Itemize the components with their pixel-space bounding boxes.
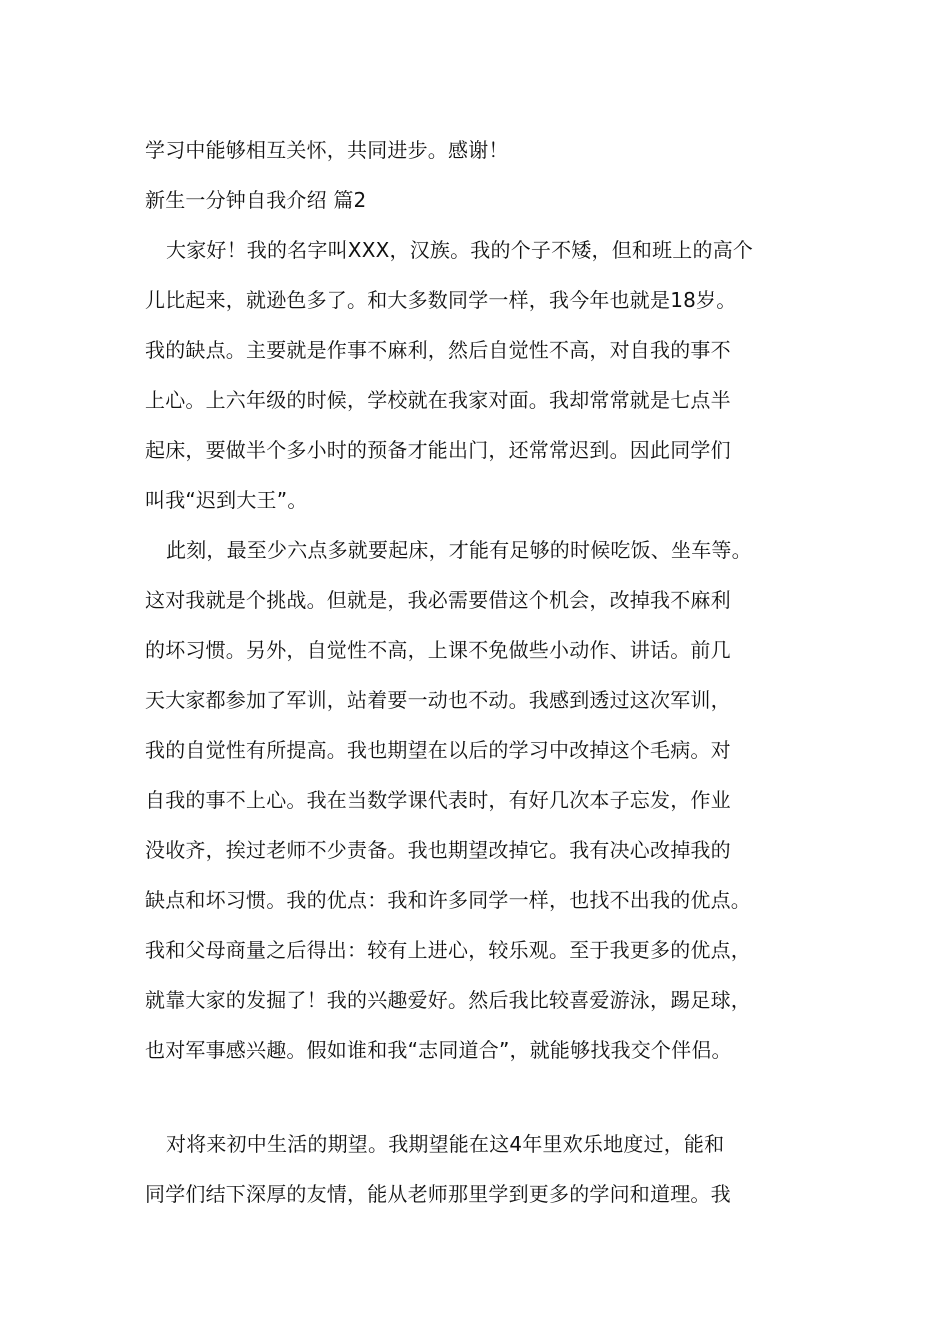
text-line: 上心。上六年级的时候，学校就在我家对面。我却常常就是七点半 xyxy=(145,388,731,412)
text-line: 我的自觉性有所提高。我也期望在以后的学习中改掉这个毛病。对 xyxy=(145,738,731,762)
text-line: 没收齐，挨过老师不少责备。我也期望改掉它。我有决心改掉我的 xyxy=(145,838,731,862)
text-line: 缺点和坏习惯。我的优点：我和许多同学一样，也找不出我的优点。 xyxy=(145,888,751,912)
text-line: 这对我就是个挑战。但就是，我必需要借这个机会，改掉我不麻利 xyxy=(145,588,731,612)
text-line: 对将来初中生活的期望。我期望能在这4年里欢乐地度过，能和 xyxy=(166,1132,725,1156)
text-line: 叫我“迟到大王”。 xyxy=(145,488,308,512)
text-line: 此刻，最至少六点多就要起床，才能有足够的时候吃饭、坐车等。 xyxy=(166,538,752,562)
text-line: 就靠大家的发掘了！我的兴趣爱好。然后我比较喜爱游泳，踢足球， xyxy=(145,988,751,1012)
text-line: 大家好！我的名字叫XXX，汉族。我的个子不矮，但和班上的高个 xyxy=(166,238,754,262)
text-line: 的坏习惯。另外，自觉性不高，上课不免做些小动作、讲话。前几 xyxy=(145,638,731,662)
text-line: 自我的事不上心。我在当数学课代表时，有好几次本子忘发，作业 xyxy=(145,788,731,812)
text-line: 学习中能够相互关怀，共同进步。感谢！ xyxy=(145,138,509,162)
text-line: 也对军事感兴趣。假如谁和我“志同道合”，就能够找我交个伴侣。 xyxy=(145,1038,732,1062)
section-heading: 新生一分钟自我介绍 篇2 xyxy=(145,188,367,212)
text-line: 同学们结下深厚的友情，能从老师那里学到更多的学问和道理。我 xyxy=(145,1182,731,1206)
text-line: 我和父母商量之后得出：较有上进心，较乐观。至于我更多的优点， xyxy=(145,938,751,962)
text-line: 儿比起来，就逊色多了。和大多数同学一样，我今年也就是18岁。 xyxy=(145,288,737,312)
text-line: 天大家都参加了军训，站着要一动也不动。我感到透过这次军训， xyxy=(145,688,731,712)
text-line: 我的缺点。主要就是作事不麻利，然后自觉性不高，对自我的事不 xyxy=(145,338,731,362)
text-line: 起床，要做半个多小时的预备才能出门，还常常迟到。因此同学们 xyxy=(145,438,731,462)
